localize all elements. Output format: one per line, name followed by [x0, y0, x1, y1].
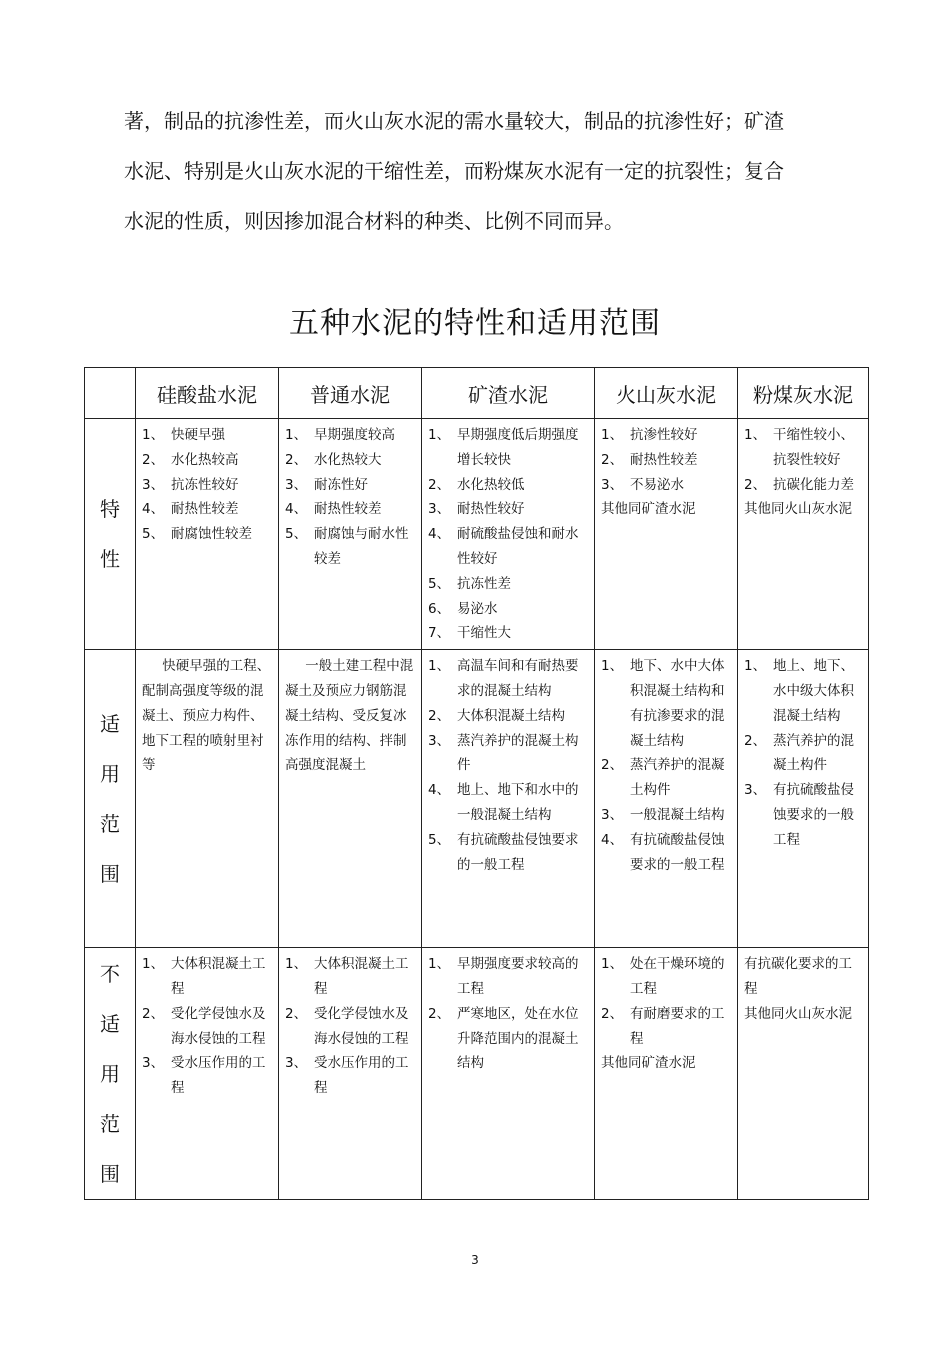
list-item-text: 大体积混凝土结构	[457, 707, 565, 724]
list-item-number: 1、	[601, 658, 624, 675]
list-item-text: 耐腐蚀性较差	[171, 526, 252, 543]
list-item-number: 2、	[142, 451, 165, 468]
list-item	[428, 497, 589, 522]
list-item	[428, 828, 589, 878]
list-item	[142, 1051, 273, 1101]
list-item	[142, 522, 273, 547]
list-item-number: 3、	[142, 1055, 165, 1072]
list-item-text: 耐热性较好	[457, 501, 525, 518]
list-item-text: 干缩性较小、抗裂性较好	[773, 427, 854, 468]
table-cell	[422, 419, 595, 650]
table-row	[85, 419, 869, 650]
list-item	[285, 448, 416, 473]
page-number: 3	[471, 1253, 479, 1267]
list-item-text: 受化学侵蚀水及海水侵蚀的工程	[314, 1005, 409, 1047]
list-item	[142, 423, 273, 448]
list-item	[744, 729, 863, 779]
list-item-number: 4、	[428, 782, 451, 799]
list-item-text: 易泌水	[457, 600, 498, 617]
list-item-number: 2、	[285, 1005, 308, 1022]
corner-cell	[85, 368, 136, 419]
list-item-number: 6、	[428, 600, 451, 617]
list-item-number: 1、	[285, 427, 308, 443]
list-item-number: 5、	[142, 526, 165, 543]
row-header-char: 适	[100, 711, 120, 736]
table-cell	[136, 419, 279, 650]
list-item-number: 4、	[285, 501, 308, 518]
column-header: 火山灰水泥	[595, 368, 738, 419]
list-item-number: 4、	[601, 831, 624, 848]
list-item-text: 早期强度低后期强度增长较快	[457, 427, 579, 468]
list-item-text: 早期强度要求较高的工程	[457, 956, 579, 997]
list-item-number: 5、	[428, 575, 451, 592]
intro-line: 水泥的性质，则因掺加混合材料的种类、比例不同而异。	[124, 209, 624, 233]
table-row	[85, 948, 869, 1200]
table-cell	[738, 948, 869, 1200]
list-item	[601, 654, 732, 753]
list-item	[142, 497, 273, 522]
list-item-text: 地下、水中大体积混凝土结构和有抗渗要求的混凝土结构	[630, 658, 725, 749]
list-item	[428, 522, 589, 572]
list-item-text: 水化热较高	[171, 451, 239, 468]
list-item-text: 抗冻性差	[457, 575, 511, 592]
table-cell	[136, 650, 279, 948]
list-item	[285, 522, 416, 572]
row-header-char: 围	[100, 1161, 120, 1186]
table-cell	[279, 419, 422, 650]
list-item-number: 5、	[285, 526, 308, 543]
list-item-text: 受水压作用的工程	[171, 1055, 266, 1097]
list-item	[428, 473, 589, 498]
list-item-number: 3、	[285, 1055, 308, 1072]
list-item	[428, 704, 589, 729]
list-item-text: 蒸汽养护的混凝土构件	[630, 757, 725, 799]
list-item-text: 早期强度较高	[314, 427, 395, 443]
list-item-number: 3、	[428, 501, 451, 518]
list-item	[142, 473, 273, 498]
list-item-text: 地上、地下和水中的一般混凝土结构	[457, 782, 579, 823]
list-item-number: 1、	[428, 658, 451, 675]
intro-paragraph	[124, 96, 824, 246]
column-header: 硅酸盐水泥	[136, 368, 279, 419]
list-item-text: 大体积混凝土工程	[314, 956, 409, 997]
row-header	[85, 650, 136, 948]
cell-note: 其他同矿渣水泥	[601, 501, 696, 518]
column-header: 普通水泥	[279, 368, 422, 419]
list-item	[428, 778, 589, 828]
list-item-number: 1、	[744, 658, 767, 675]
list-item-text: 水化热较低	[457, 476, 525, 493]
cell-text: 有抗碳化要求的工程	[744, 956, 852, 997]
list-item	[285, 497, 416, 522]
column-header: 粉煤灰水泥	[738, 368, 869, 419]
table-cell	[279, 650, 422, 948]
list-item	[601, 423, 732, 448]
list-item-text: 有抗硫酸盐侵蚀要求的一般工程	[773, 782, 854, 848]
list-item-number: 2、	[428, 707, 451, 724]
list-item-number: 1、	[601, 427, 624, 443]
list-item-number: 1、	[601, 956, 624, 973]
list-item-text: 处在干燥环境的工程	[630, 956, 725, 997]
list-item-text: 快硬早强	[171, 427, 225, 443]
list-item-number: 2、	[601, 451, 624, 468]
cell-note: 其他同火山灰水泥	[744, 501, 852, 518]
list-item-number: 7、	[428, 625, 451, 642]
row-header-char: 用	[100, 761, 120, 786]
list-item-number: 2、	[428, 1005, 451, 1022]
list-item-number: 2、	[142, 1005, 165, 1022]
table-cell	[422, 948, 595, 1200]
list-item	[285, 423, 416, 448]
list-item-number: 3、	[601, 476, 624, 493]
list-item	[744, 778, 863, 852]
list-item-number: 1、	[428, 427, 451, 443]
row-header-char: 范	[100, 1111, 120, 1136]
list-item-text: 耐热性较差	[630, 451, 698, 468]
list-item-text: 耐热性较差	[314, 501, 382, 518]
list-item	[744, 654, 863, 728]
list-item	[601, 803, 732, 828]
list-item	[285, 952, 416, 1002]
cell-note: 其他同矿渣水泥	[601, 1055, 696, 1072]
row-header-char: 范	[100, 811, 120, 836]
table-cell	[738, 650, 869, 948]
table-cell	[738, 419, 869, 650]
row-header	[85, 948, 136, 1200]
list-item-text: 抗碳化能力差	[773, 476, 854, 493]
list-item	[285, 1002, 416, 1052]
list-item-number: 2、	[285, 451, 308, 468]
list-item	[428, 597, 589, 622]
list-item-text: 干缩性大	[457, 625, 511, 642]
list-item-text: 一般混凝土结构	[630, 806, 725, 823]
list-item	[285, 1051, 416, 1101]
cell-text: 其他同火山灰水泥	[744, 1005, 852, 1022]
header-row	[85, 368, 869, 419]
cement-comparison-table	[84, 367, 869, 1200]
list-item-text: 不易泌水	[630, 476, 684, 493]
list-item	[601, 448, 732, 473]
list-item-number: 3、	[744, 782, 767, 799]
list-item	[428, 423, 589, 473]
list-item-number: 5、	[428, 831, 451, 848]
table-cell	[595, 948, 738, 1200]
row-header-char: 适	[100, 1011, 120, 1036]
intro-line: 著，制品的抗渗性差，而火山灰水泥的需水量较大，制品的抗渗性好；矿渣	[124, 109, 784, 133]
list-item-text: 耐热性较差	[171, 501, 239, 518]
list-item-text: 高温车间和有耐热要求的混凝土结构	[457, 658, 579, 699]
list-item-number: 1、	[428, 956, 451, 973]
list-item-text: 蒸汽养护的混凝土构件	[773, 732, 854, 774]
table-cell	[279, 948, 422, 1200]
list-item	[428, 729, 589, 779]
table-cell	[595, 650, 738, 948]
list-item-text: 受化学侵蚀水及海水侵蚀的工程	[171, 1005, 266, 1047]
list-item	[428, 952, 589, 1002]
cell-text: 快硬早强的工程、配制高强度等级的混凝土、预应力构件、地下工程的喷射里衬等	[142, 658, 271, 774]
list-item-text: 蒸汽养护的混凝土构件	[457, 732, 579, 774]
list-item	[285, 473, 416, 498]
table-cell	[422, 650, 595, 948]
list-item	[428, 1002, 589, 1076]
list-item-text: 耐冻性好	[314, 476, 368, 493]
list-item-text: 严寒地区，处在水位升降范围内的混凝土结构	[457, 1005, 579, 1072]
list-item-number: 1、	[142, 427, 165, 443]
list-item-number: 1、	[142, 956, 165, 973]
list-item-number: 2、	[601, 1005, 624, 1022]
list-item	[601, 952, 732, 1002]
list-item-text: 抗渗性较好	[630, 427, 698, 443]
list-item-number: 4、	[142, 501, 165, 518]
list-item-number: 3、	[285, 476, 308, 493]
list-item-text: 水化热较大	[314, 451, 382, 468]
list-item	[142, 448, 273, 473]
list-item-text: 大体积混凝土工程	[171, 956, 266, 997]
table-title: 五种水泥的特性和适用范围	[289, 306, 661, 341]
list-item	[428, 654, 589, 704]
list-item	[601, 753, 732, 803]
list-item	[428, 572, 589, 597]
list-item	[744, 423, 863, 473]
table-row	[85, 650, 869, 948]
list-item	[601, 1002, 732, 1052]
list-item-text: 耐腐蚀与耐水性较差	[314, 526, 409, 567]
list-item-text: 地上、地下、水中级大体积混凝土结构	[773, 658, 854, 724]
list-item-number: 1、	[285, 956, 308, 973]
list-item-number: 2、	[428, 476, 451, 493]
table-cell	[136, 948, 279, 1200]
list-item	[142, 1002, 273, 1052]
list-item	[142, 952, 273, 1002]
row-header	[85, 419, 136, 650]
list-item-text: 耐硫酸盐侵蚀和耐水性较好	[457, 526, 579, 567]
list-item	[601, 828, 732, 878]
list-item-number: 3、	[142, 476, 165, 493]
list-item-number: 2、	[744, 476, 767, 493]
intro-line: 水泥、特别是火山灰水泥的干缩性差，而粉煤灰水泥有一定的抗裂性；复合	[124, 159, 784, 183]
row-header-char: 用	[100, 1061, 120, 1086]
list-item-number: 1、	[744, 427, 767, 443]
list-item	[601, 473, 732, 498]
list-item-number: 3、	[601, 806, 624, 823]
row-header-char: 特	[100, 497, 120, 522]
list-item-text: 有耐磨要求的工程	[630, 1005, 725, 1047]
row-header-char: 围	[100, 861, 120, 886]
table-cell	[595, 419, 738, 650]
list-item-number: 3、	[428, 732, 451, 749]
list-item	[428, 621, 589, 646]
list-item-text: 有抗硫酸盐侵蚀要求的一般工程	[457, 831, 579, 873]
cell-text: 一般土建工程中混凝土及预应力钢筋混凝土结构、受反复冰冻作用的结构、拌制高强度混凝土	[285, 658, 414, 774]
list-item-number: 2、	[601, 757, 624, 774]
list-item-number: 4、	[428, 526, 451, 543]
list-item	[744, 473, 863, 498]
row-header-char: 不	[100, 961, 120, 986]
list-item-text: 受水压作用的工程	[314, 1055, 409, 1097]
list-item-number: 2、	[744, 732, 767, 749]
list-item-text: 抗冻性较好	[171, 476, 239, 493]
list-item-text: 有抗硫酸盐侵蚀要求的一般工程	[630, 831, 725, 873]
row-header-char: 性	[100, 547, 120, 572]
column-header: 矿渣水泥	[422, 368, 595, 419]
